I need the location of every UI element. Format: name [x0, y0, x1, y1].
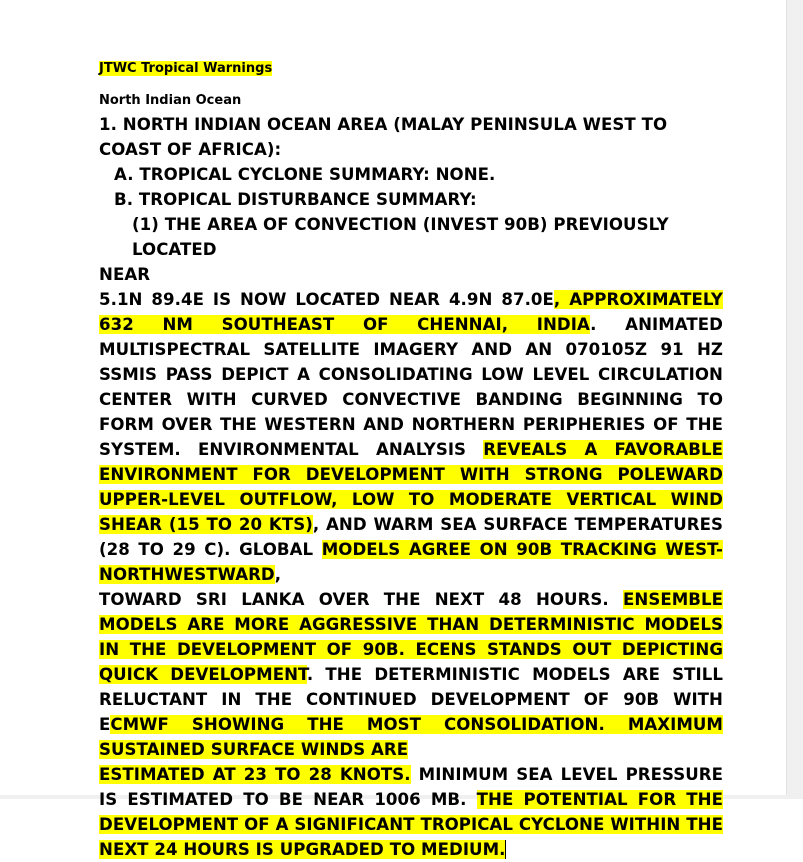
highlighted-run[interactable]: CMWF SHOWING THE MOST CONSOLIDATION. MAXIMUM SUSTAINED SURFACE WINDS ARE	[99, 715, 723, 759]
body-paragraph-1[interactable]	[99, 287, 723, 587]
item-1-near[interactable]: NEAR	[99, 265, 151, 284]
text-run[interactable]: , AND WARM SEA SURFACE TEMPERATURES (28 TO 29 C). GLOBAL	[99, 515, 723, 559]
page-edge-right	[786, 0, 803, 799]
text-run[interactable]: ,	[274, 565, 282, 584]
subsection-a[interactable]: A. TROPICAL CYCLONE SUMMARY: NONE.	[114, 165, 496, 184]
body-paragraph-2[interactable]	[99, 587, 723, 762]
region-heading[interactable]: North Indian Ocean	[99, 93, 242, 108]
section-heading[interactable]: 1. NORTH INDIAN OCEAN AREA (MALAY PENINSULA WEST TO COAST OF AFRICA):	[99, 115, 668, 159]
highlighted-run[interactable]: REVEALS A FAVORABLE ENVIRONMENT FOR DEVELOPMENT WITH STRONG POLEWARD UPPER-LEVEL OUTFLOW, LOW TO MODERATE VERTICAL WIND SHEAR (15 TO 20 KTS)	[99, 440, 723, 534]
document-title[interactable]	[99, 60, 272, 77]
text-run[interactable]: TOWARD SRI LANKA OVER THE NEXT 48 HOURS.	[99, 590, 624, 609]
subsection-b[interactable]: B. TROPICAL DISTURBANCE SUMMARY:	[114, 190, 477, 209]
body-paragraph-3[interactable]	[99, 762, 723, 862]
text-run[interactable]: . ANIMATED MULTISPECTRAL SATELLITE IMAGERY AND AN 070105Z 91 HZ SSMIS PASS DEPICT A CONSOLIDATING LOW LEVEL CIRCULATION CENTER WITH CURVED CONVECTIVE BANDING BEGINNING TO FORM OVER THE WESTERN AND NORTHERN PERIPHERIES OF THE SYSTEM. ENVIRONMENTAL ANALYSIS	[99, 315, 723, 459]
document-body[interactable]	[99, 112, 723, 862]
text-run[interactable]: . THE DETERMINISTIC MODELS ARE STILL RELUCTANT IN THE CONTINUED DEVELOPMENT OF 90B WITH E	[99, 665, 723, 734]
text-run[interactable]: MINIMUM SEA LEVEL PRESSURE IS ESTIMATED TO BE NEAR 1006 MB.	[99, 765, 724, 809]
item-1-line[interactable]: (1) THE AREA OF CONVECTION (INVEST 90B) PREVIOUSLY LOCATED	[132, 215, 669, 259]
highlighted-run[interactable]: ESTIMATED AT 23 TO 28 KNOTS.	[99, 765, 411, 784]
highlighted-run[interactable]: , APPROXIMATELY 632 NM SOUTHEAST OF CHENNAI, INDIA	[99, 290, 723, 334]
highlighted-run[interactable]: THE POTENTIAL FOR THE DEVELOPMENT OF A SIGNIFICANT TROPICAL CYCLONE WITHIN THE NEXT 24 HOURS IS UPGRADED TO MEDIUM.	[99, 790, 724, 859]
highlighted-run[interactable]: ENSEMBLE MODELS ARE MORE AGGRESSIVE THAN DETERMINISTIC MODELS IN THE DEVELOPMENT OF 90B. ECENS STANDS OUT DEPICTING QUICK DEVELOPMENT	[99, 590, 723, 684]
text-run[interactable]: 5.1N 89.4E IS NOW LOCATED NEAR 4.9N 87.0E	[99, 290, 554, 309]
highlighted-run[interactable]: MODELS AGREE ON 90B TRACKING WEST-NORTHWESTWARD	[99, 540, 723, 584]
document-title-text[interactable]: JTWC Tropical Warnings	[99, 61, 273, 76]
